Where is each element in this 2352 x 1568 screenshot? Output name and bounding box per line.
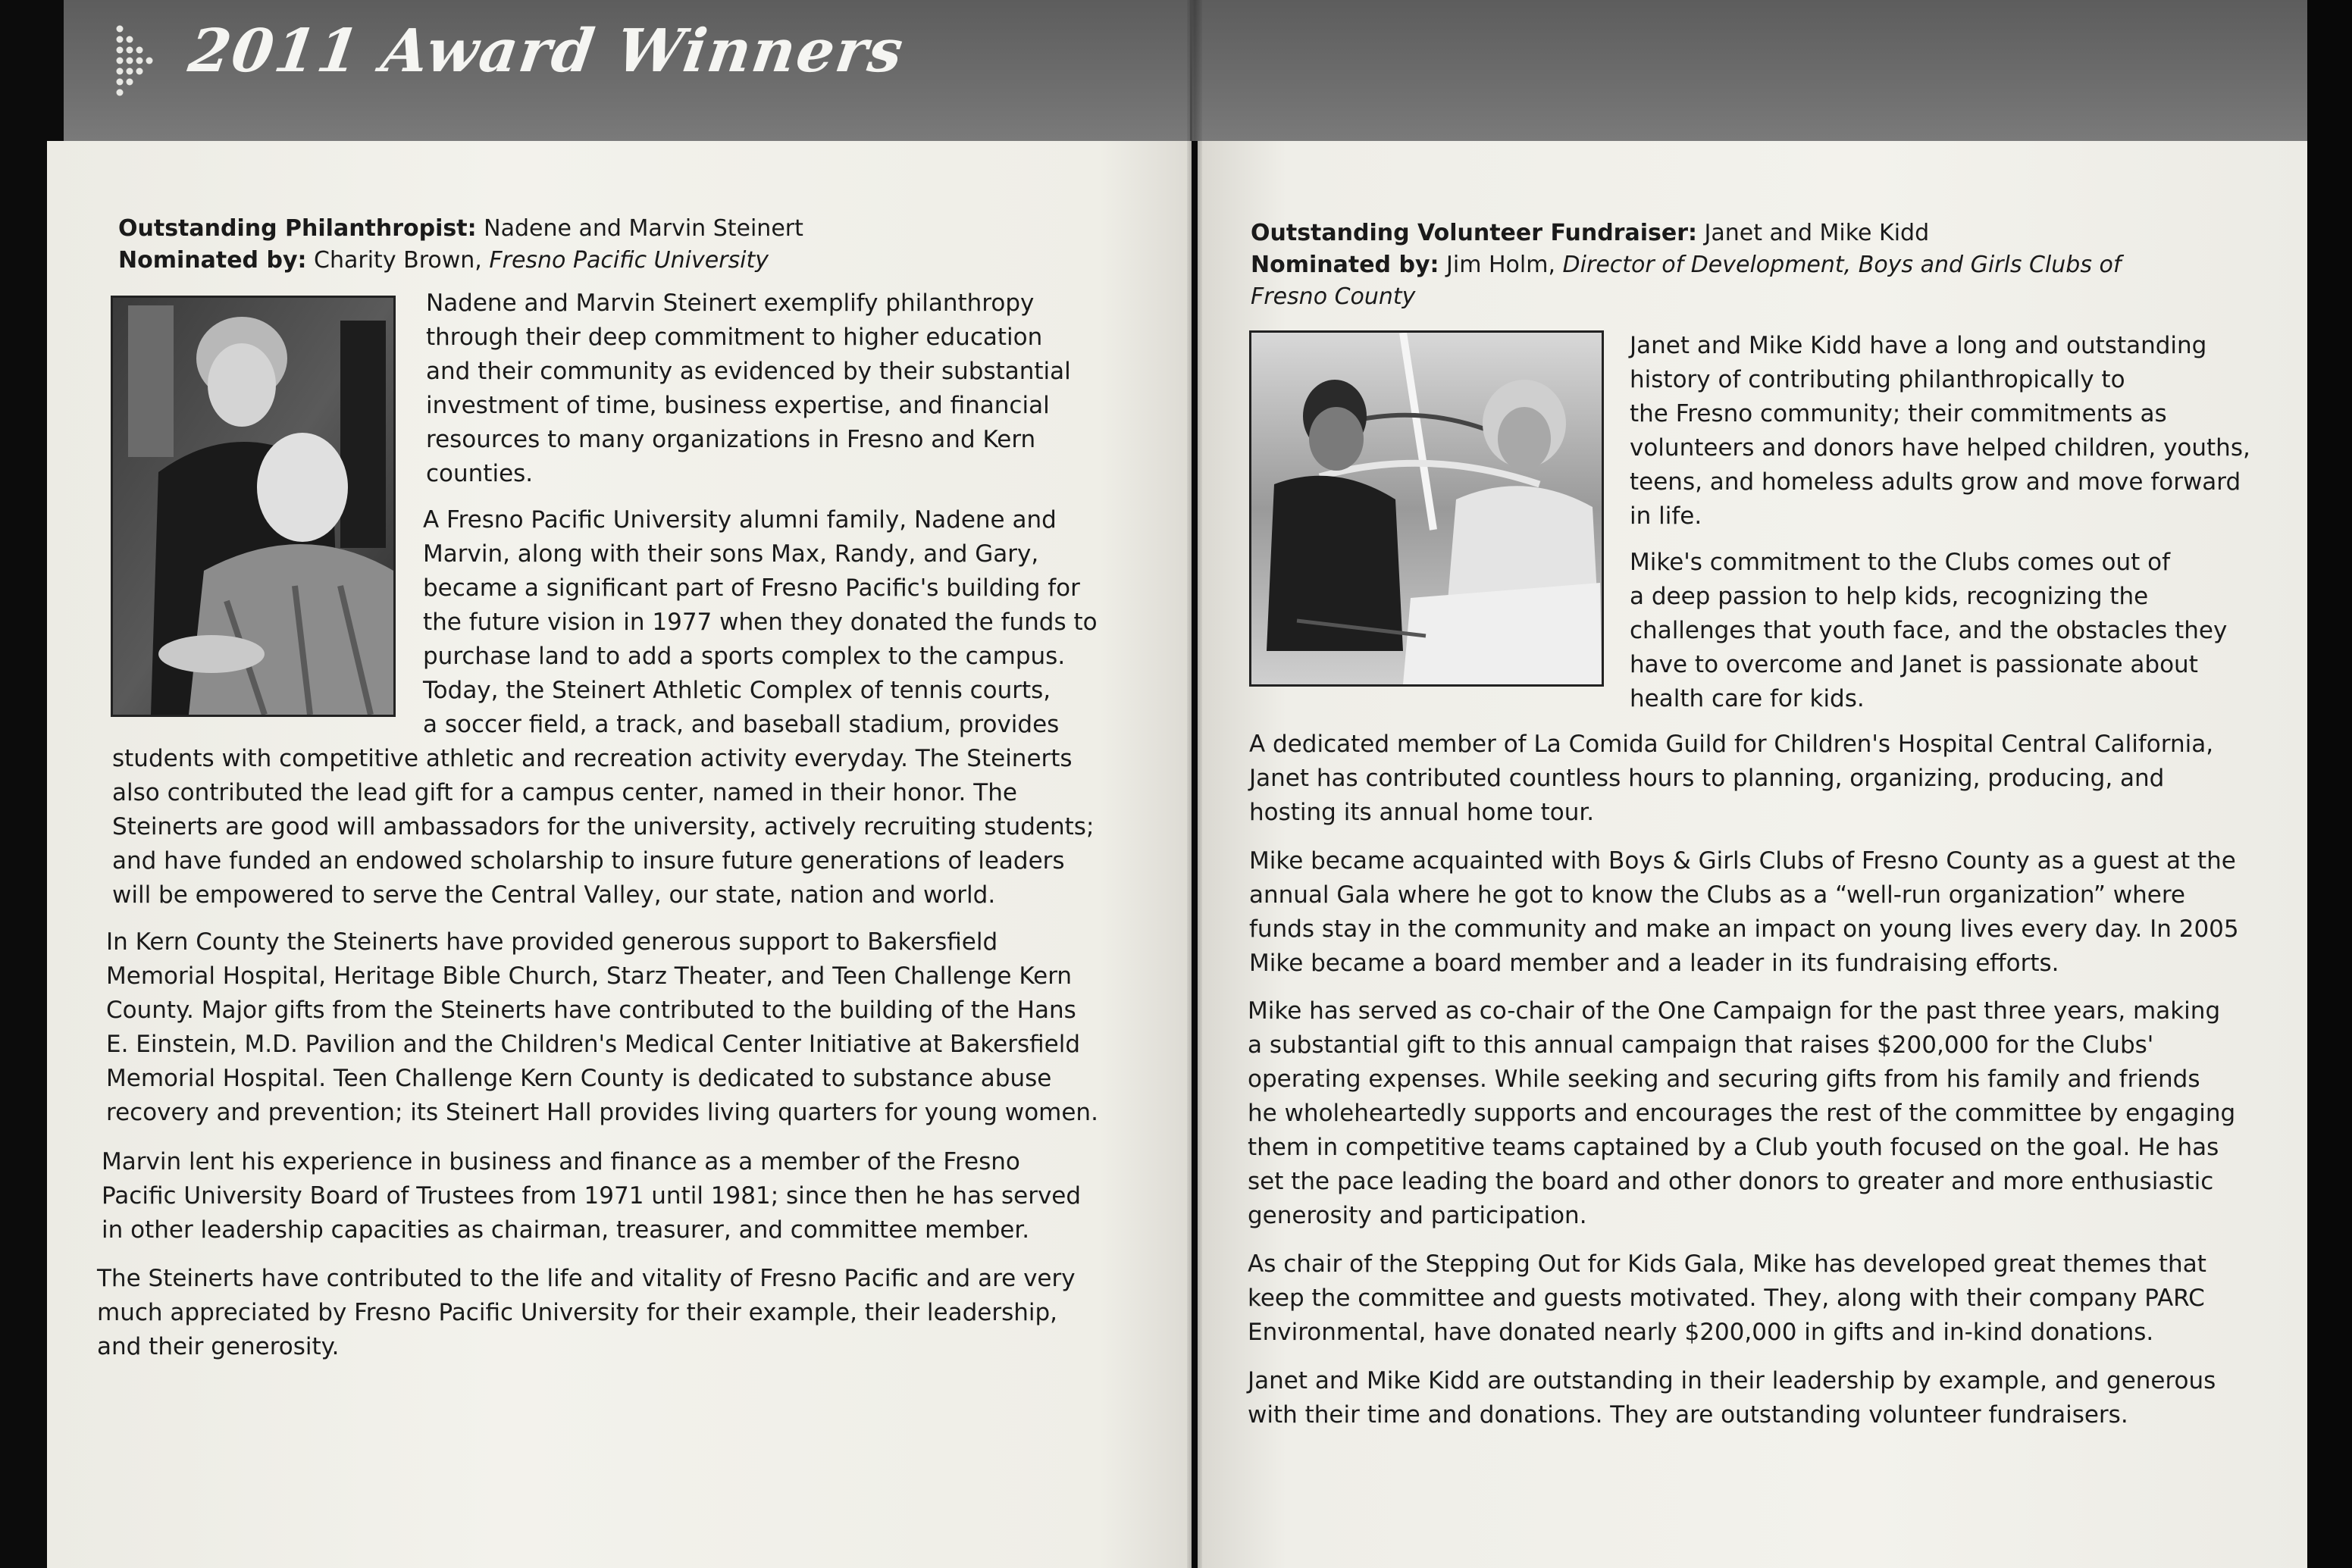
header-seam — [1190, 0, 1192, 141]
left-paragraph-2-full: students with competitive athletic and recreation activity everyday. The Steinerts also contributed the lead gift for a campus center, named in their honor. The Steinerts are good will ambassadors for the university, actively recruiting students; and have funded an endowed scholarship to insure future generations of leaders will be empowered to serve the Central Valley, our state, nation and world. — [112, 745, 1095, 909]
nominator-title-cont: Fresno County — [1251, 283, 1416, 310]
right-paragraph-5: Mike has served as co-chair of the One Campaign for the past three years, making a substantial gift to this annual campaign that raises $200,000 for the Clubs' operating expenses. While seeking and securing gifts from his family and friends he wholeheartedly supports and encourages the rest of the committee by engaging them in competitive teams captained by a Club youth focused on the goal. He has set the pace leading the board and other donors to greater and more enthusiastic generosity and participation. — [1248, 997, 2236, 1229]
award-label: Outstanding Philanthropist: — [118, 215, 477, 242]
nominator-name: Jim Holm, — [1446, 252, 1555, 278]
left-paragraph-3: In Kern County the Steinerts have provided generous support to Bakersfield Memorial Hospital, Heritage Bible Church, Starz Theater, and Teen Challenge Kern County. Major gifts from the Steinerts have contributed to the building of the Hans E. Einstein, M.D. Pavilion and the Children's Medical Center Initiative at Bakersfield Memorial Hospital. Teen Challenge Kern County is dedicated to substance abuse recovery and prevention; its Steinert Hall provides living quarters for young women. — [106, 928, 1098, 1126]
nominator-name: Charity Brown, — [314, 247, 482, 274]
right-paragraph-7: Janet and Mike Kidd are outstanding in their leadership by example, and generous with their time and donations. They are outstanding volunteer fundraisers. — [1248, 1367, 2216, 1429]
couple-photo-icon — [113, 298, 393, 715]
nominator-org: Fresno Pacific University — [489, 247, 769, 274]
kidd-photo — [1249, 330, 1604, 687]
left-paragraph-4: Marvin lent his experience in business and finance as a member of the Fresno Pacific University Board of Trustees from 1971 until 1981; since then he has served in other leadership capacities as chairman, treasurer, and committee member. — [102, 1148, 1082, 1244]
left-nominated-line — [118, 244, 769, 277]
right-nominated-line — [1251, 249, 2121, 282]
left-paragraph-1: Nadene and Marvin Steinert exemplify philanthropy through their deep commitment to higher education and their community as evidenced by their substantial investment of time, business expertise, and financial resources to many organizations in Fresno and Kern counties. — [426, 290, 1071, 487]
right-paragraph-4: Mike became acquainted with Boys & Girls Clubs of Fresno County as a guest at the annual Gala where he got to know the Clubs as a “well-run organization” where funds stay in the community and make an impact on young lives every day. In 2005 Mike became a board member and a leader in its fundraising efforts. — [1249, 847, 2239, 977]
right-award-line — [1251, 217, 1929, 250]
right-paragraph-2: Mike's commitment to the Clubs comes out of a deep passion to help kids, recognizing the challenges that youth face, and the obstacles they have to overcome and Janet is passionate about health care for kids. — [1630, 549, 2228, 712]
nominated-label: Nominated by: — [1251, 252, 1439, 278]
right-paragraph-1: Janet and Mike Kidd have a long and outstanding history of contributing philanthropically to the Fresno community; their commitments as volunteers and donors have helped children, youths, teens, and homeless adults grow and move forward in life. — [1630, 332, 2250, 530]
nominated-label: Nominated by: — [118, 247, 307, 274]
award-winner: Nadene and Marvin Steinert — [484, 215, 803, 242]
page-title: 2011 Award Winners — [184, 17, 909, 86]
dot-arrow-logo-icon — [115, 23, 161, 106]
steinert-photo — [111, 296, 396, 717]
book-gutter — [1187, 0, 1202, 1568]
right-paragraph-6: As chair of the Stepping Out for Kids Gala, Mike has developed great themes that keep the committee and guests motivated. They, along with their company PARC Environmental, have donated nearly $200,000 in gifts and in-kind donations. — [1248, 1250, 2206, 1346]
left-award-line — [118, 212, 803, 246]
left-paragraph-5: The Steinerts have contributed to the life and vitality of Fresno Pacific and are very much appreciated by Fresno Pacific University for their example, their leadership, and their generosity. — [97, 1265, 1076, 1360]
right-edge-shadow — [2307, 0, 2352, 1568]
award-winner: Janet and Mike Kidd — [1704, 220, 1930, 246]
couple-boat-photo-icon — [1251, 333, 1602, 684]
left-paragraph-2-wrapped: A Fresno Pacific University alumni family, Nadene and Marvin, along with their sons Max, Randy, and Gary, became a significant part of Fresno Pacific's building for the future vision in 1977 when they donated the funds to purchase land to add a sports complex to the campus. Today, the Steinert Athletic Complex of tennis courts, a soccer field, a track, and baseball stadium, provides — [423, 506, 1098, 738]
award-label: Outstanding Volunteer Fundraiser: — [1251, 220, 1697, 246]
right-nominated-line-2 — [1251, 280, 1415, 314]
right-paragraph-3: A dedicated member of La Comida Guild for Children's Hospital Central California, Janet has contributed countless hours to planning, organizing, producing, and hosting its annual home tour. — [1249, 731, 2214, 826]
nominator-title: Director of Development, Boys and Girls Clubs of — [1562, 252, 2122, 278]
